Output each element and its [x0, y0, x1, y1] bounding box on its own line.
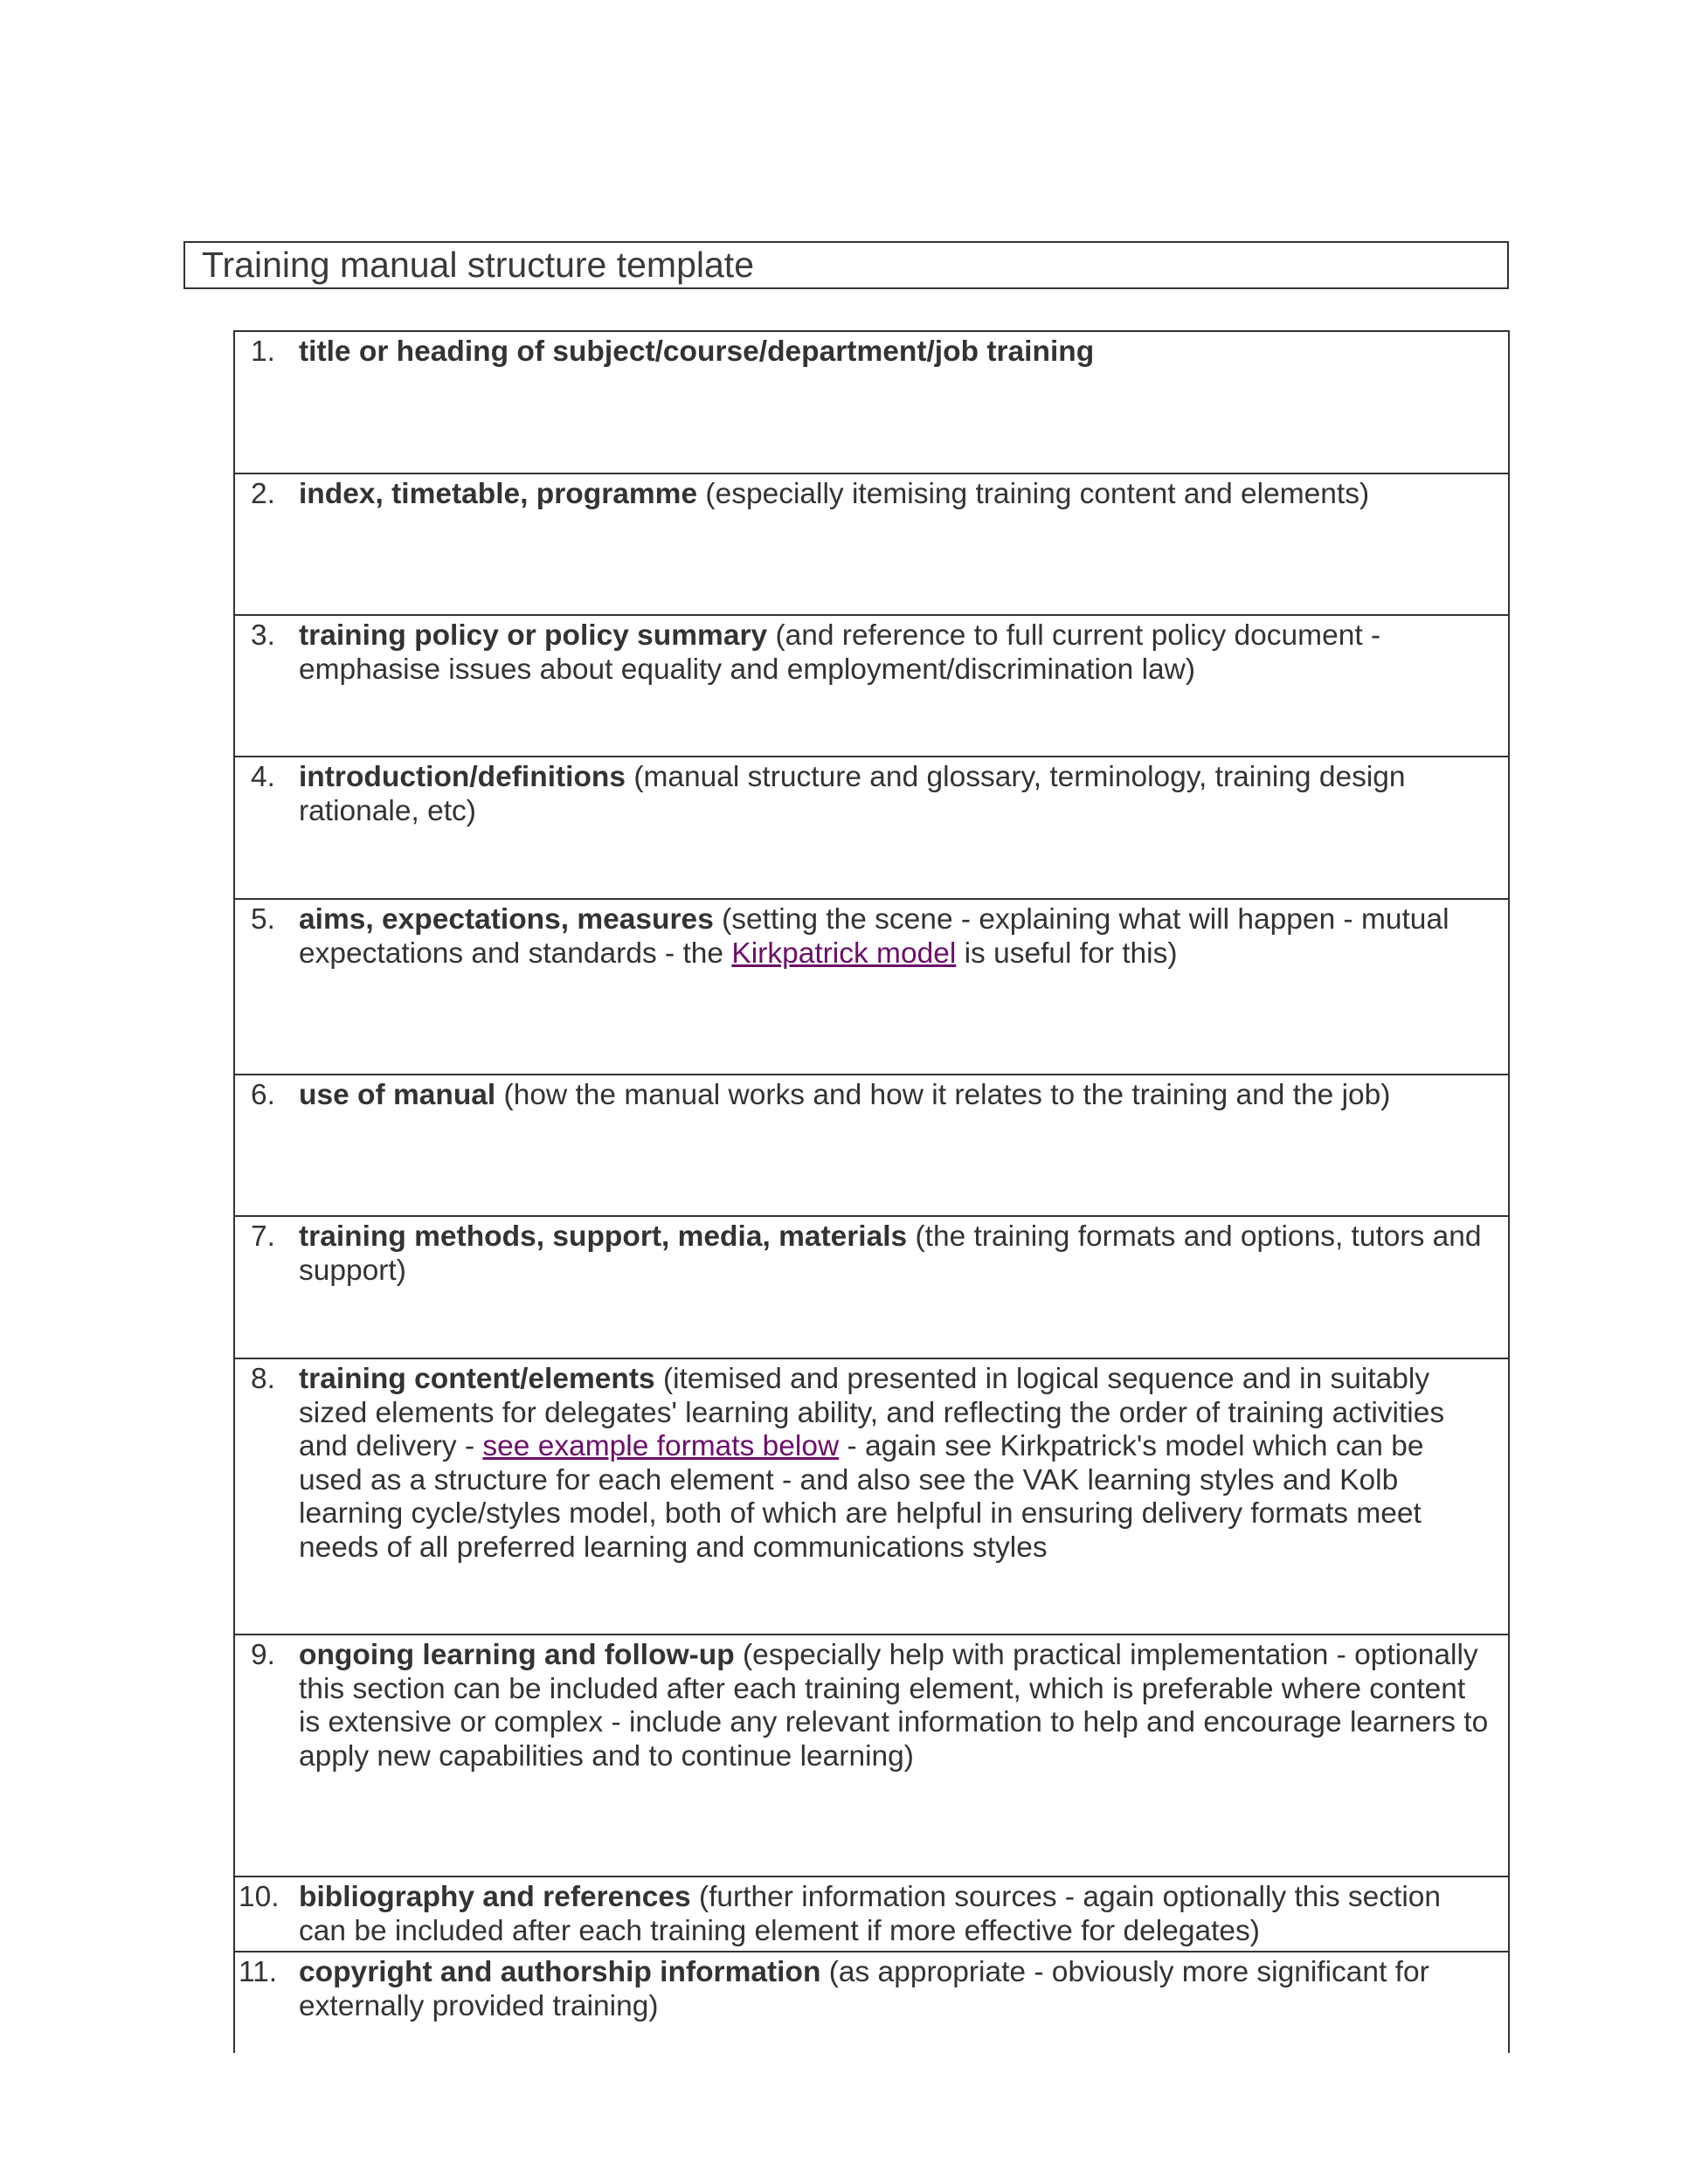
item-text: [299, 903, 1489, 971]
item-number: 7.: [251, 1220, 275, 1253]
item-number: 9.: [251, 1639, 275, 1671]
document-title: Training manual structure template: [183, 241, 1509, 289]
item-number: 6.: [251, 1079, 275, 1111]
item-description-end: - again see Kirkpatrick's model which can be used as a structure for each element - and also see the VAK learning styles and Kolb learning cycle/styles model, both of which are helpful in ensuring delivery formats meet needs of all preferred learning and communications styles: [299, 1430, 1424, 1564]
table-row-6: [235, 1075, 1508, 1217]
item-heading: training content/elements: [299, 1363, 655, 1395]
item-description: (the training formats and options, tutors and support): [299, 1220, 1482, 1287]
item-text: [299, 478, 1489, 512]
table-row-8: [235, 1359, 1508, 1635]
item-heading: aims, expectations, measures: [299, 903, 714, 936]
item-number: 4.: [251, 761, 275, 793]
item-text: [299, 335, 1489, 370]
table-row-3: [235, 616, 1508, 757]
item-number: 1.: [251, 335, 275, 368]
item-description: (especially itemising training content and elements): [697, 478, 1370, 510]
structure-table: [233, 330, 1510, 2053]
item-heading: copyright and authorship information: [299, 1956, 821, 1988]
item-heading: bibliography and references: [299, 1881, 691, 1913]
item-heading: introduction/definitions: [299, 761, 626, 793]
item-description: (manual structure and glossary, terminology, training design rationale, etc): [299, 761, 1406, 827]
item-text: [299, 761, 1489, 828]
kirkpatrick-model-link[interactable]: Kirkpatrick model: [731, 936, 957, 970]
item-heading: use of manual: [299, 1079, 496, 1111]
table-row-1: [235, 332, 1508, 474]
item-description: (itemised and presented in logical sequence and in suitably sized elements for delegates' learning ability, and reflecting the order of training activities and delivery -: [299, 1363, 1445, 1462]
table-row-11: [235, 1952, 1508, 2055]
table-row-2: [235, 474, 1508, 616]
item-number: 5.: [251, 903, 275, 936]
item-number: 10.: [239, 1881, 280, 1913]
item-heading: index, timetable, programme: [299, 478, 698, 510]
item-number: 3.: [251, 619, 275, 652]
item-number: 8.: [251, 1363, 275, 1395]
table-row-5: [235, 900, 1508, 1075]
item-heading: training policy or policy summary: [299, 619, 768, 652]
item-text: [299, 1079, 1489, 1113]
item-heading: ongoing learning and follow-up: [299, 1639, 735, 1671]
item-description-end: is useful for this): [956, 936, 1178, 970]
item-description: (as appropriate - obviously more significant for externally provided training): [299, 1956, 1429, 2022]
item-heading: title or heading of subject/course/department/job training: [299, 335, 1095, 368]
item-text: [299, 1956, 1489, 2023]
item-description: (and reference to full current policy document - emphasise issues about equality and employment/discrimination law): [299, 619, 1381, 686]
item-text: [299, 1639, 1489, 1773]
item-text: [299, 1881, 1489, 1948]
item-number: 2.: [251, 478, 275, 510]
item-text: [299, 619, 1489, 687]
table-row-9: [235, 1635, 1508, 1877]
table-row-10: [235, 1877, 1508, 1952]
item-description: (how the manual works and how it relates to the training and the job): [495, 1079, 1391, 1111]
example-formats-link[interactable]: see example formats below: [482, 1430, 840, 1462]
item-description: (further information sources - again optionally this section can be included after each training element if more effective for delegates): [299, 1881, 1442, 1947]
item-text: [299, 1363, 1489, 1565]
item-heading: training methods, support, media, materials: [299, 1220, 908, 1253]
table-row-7: [235, 1217, 1508, 1359]
item-text: [299, 1220, 1489, 1288]
item-number: 11.: [239, 1956, 278, 1988]
item-description: (setting the scene - explaining what will happen - mutual expectations and standards - the: [299, 903, 1449, 970]
table-row-4: [235, 757, 1508, 900]
item-description: (especially help with practical implementation - optionally this section can be included after each training element, which is preferable where content is extensive or complex - include any relevant information to help and encourage learners to apply new capabilities and to continue learning): [299, 1639, 1489, 1773]
